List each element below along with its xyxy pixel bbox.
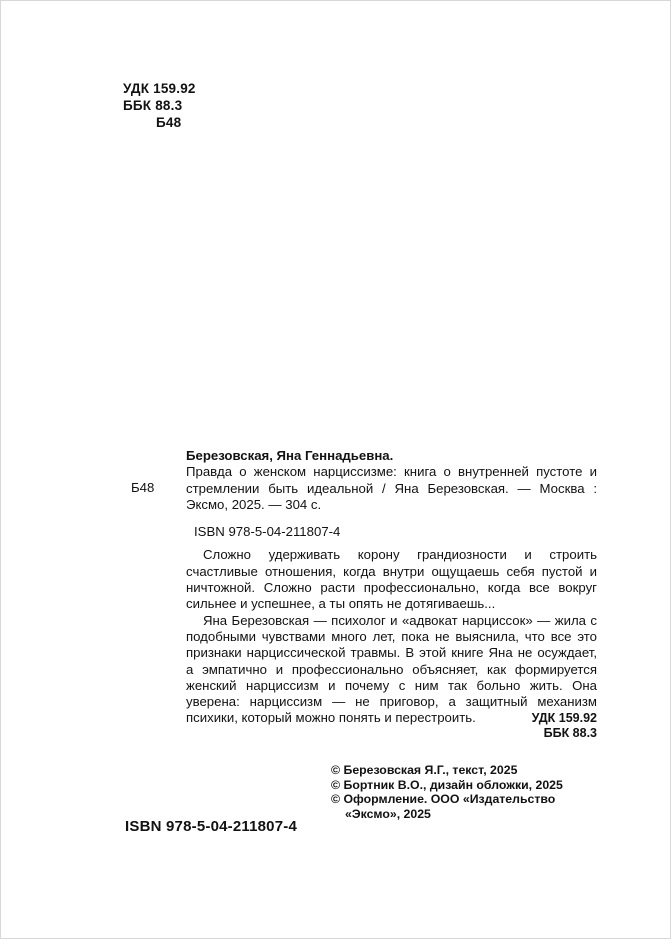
udk-code-top: УДК 159.92 bbox=[123, 81, 196, 96]
copyright-line-text: © Березовская Я.Г., текст, 2025 bbox=[331, 763, 518, 777]
udk-code-right: УДК 159.92 bbox=[531, 710, 597, 725]
catalog-block bbox=[131, 448, 597, 741]
bibliographic-description: Правда о женском нарциссизме: книга о внутренней пустоте и стремлении быть идеальной / Яна Березовская. — Москва : Эксмо, 2025. — 304 с. bbox=[186, 464, 597, 512]
annotation-paragraph-2: Яна Березовская — психолог и «адвокат нарциссок» — жила с подобными чувствами много лет, пока не выяснила, что все это признаки нарциссической травмы. В этой книге Яна не осуждает, а эмпатично и профессионально объясняет, как формируется женский нарциссизм и почему с ним так больно жить. Она уверена: нарциссизм — не приговор, а защитный механизм психики, который можно понять и перестроить. bbox=[186, 612, 597, 726]
author-heading: Березовская, Яна Геннадьевна. bbox=[186, 448, 394, 463]
isbn-line: ISBN 978-5-04-211807-4 bbox=[194, 524, 341, 540]
classification-codes-top bbox=[123, 80, 196, 131]
annotation-paragraph-1: Сложно удерживать корону грандиозности и строить счастливые отношения, когда внутри ощущаешь себя пустой и ничтожной. Сложно расти профессионально, когда все вокруг сильнее и успешнее, а ты опять не дотягиваешь... bbox=[186, 547, 597, 612]
copyright-block bbox=[331, 763, 593, 821]
bbk-code-right: ББК 88.3 bbox=[543, 725, 597, 740]
isbn-bottom: ISBN 978-5-04-211807-4 bbox=[125, 818, 298, 835]
copyright-line-publisher: © Оформление. ООО «Издательство «Эксмо», 2025 bbox=[331, 792, 556, 821]
bbk-code-top: ББК 88.3 bbox=[123, 98, 183, 113]
copyright-line-cover-design: © Бортник В.О., дизайн обложки, 2025 bbox=[331, 777, 563, 792]
author-sign-top: Б48 bbox=[156, 115, 182, 130]
catalog-entry bbox=[131, 464, 597, 513]
annotation-block bbox=[186, 547, 597, 726]
author-sign-entry: Б48 bbox=[131, 480, 155, 496]
